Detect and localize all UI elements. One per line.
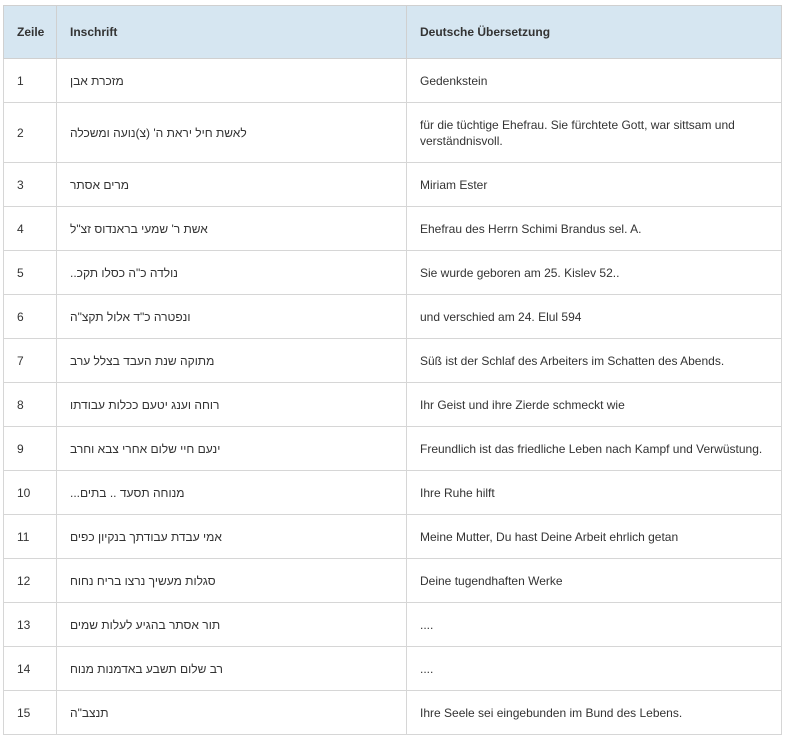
table-row — [4, 383, 782, 427]
cell-zeile: 1 — [4, 59, 57, 103]
cell-uebersetzung: .... — [407, 647, 782, 691]
cell-uebersetzung: Freundlich ist das friedliche Leben nach Kampf und Verwüstung. — [407, 427, 782, 471]
table-row — [4, 515, 782, 559]
table-row — [4, 103, 782, 163]
cell-zeile: 3 — [4, 163, 57, 207]
inschrift-text: ינעם חיי שלום אחרי צבא וחרב — [70, 441, 221, 456]
cell-uebersetzung: Miriam Ester — [407, 163, 782, 207]
inschrift-text: נולדה כ"ה כסלו תקכ.. — [70, 265, 178, 280]
cell-uebersetzung: Sie wurde geboren am 25. Kislev 52.. — [407, 251, 782, 295]
cell-zeile: 2 — [4, 103, 57, 163]
table-body — [4, 59, 782, 735]
inschrift-text: תנצב"ה — [70, 705, 109, 720]
inschrift-text: מנוחה תסעד .. בתים... — [70, 485, 185, 500]
table-row — [4, 471, 782, 515]
cell-uebersetzung: Ehefrau des Herrn Schimi Brandus sel. A. — [407, 207, 782, 251]
cell-inschrift — [57, 207, 407, 251]
cell-inschrift — [57, 163, 407, 207]
cell-uebersetzung: für die tüchtige Ehefrau. Sie fürchtete Gott, war sittsam und verständnisvoll. — [407, 103, 782, 163]
table-row — [4, 163, 782, 207]
column-header-inschrift: Inschrift — [57, 6, 407, 59]
cell-zeile: 12 — [4, 559, 57, 603]
cell-uebersetzung: Ihr Geist und ihre Zierde schmeckt wie — [407, 383, 782, 427]
table-row — [4, 427, 782, 471]
cell-uebersetzung: Meine Mutter, Du hast Deine Arbeit ehrlich getan — [407, 515, 782, 559]
cell-zeile: 9 — [4, 427, 57, 471]
cell-uebersetzung: Ihre Ruhe hilft — [407, 471, 782, 515]
inschrift-text: מזכרת אבן — [70, 73, 124, 88]
table-header — [4, 6, 782, 59]
inschrift-text: תור אסתר בהגיע לעלות שמים — [70, 617, 221, 632]
cell-inschrift — [57, 59, 407, 103]
cell-inschrift — [57, 647, 407, 691]
cell-zeile: 6 — [4, 295, 57, 339]
table-row — [4, 59, 782, 103]
column-header-zeile: Zeile — [4, 6, 57, 59]
cell-inschrift — [57, 427, 407, 471]
table-row — [4, 339, 782, 383]
cell-uebersetzung: Deine tugendhaften Werke — [407, 559, 782, 603]
cell-zeile: 8 — [4, 383, 57, 427]
cell-zeile: 5 — [4, 251, 57, 295]
table-row — [4, 295, 782, 339]
cell-zeile: 14 — [4, 647, 57, 691]
table-row — [4, 207, 782, 251]
cell-inschrift — [57, 691, 407, 735]
table-row — [4, 691, 782, 735]
inschrift-text: לאשת חיל יראת ה' (צ)נועה ומשכלה — [70, 125, 247, 140]
cell-zeile: 15 — [4, 691, 57, 735]
table-row — [4, 603, 782, 647]
inschrift-text: רב שלום תשבע באדמנות מנוח — [70, 661, 223, 676]
inscription-table-container — [3, 5, 781, 735]
cell-uebersetzung: Süß ist der Schlaf des Arbeiters im Schatten des Abends. — [407, 339, 782, 383]
inscription-table — [3, 5, 782, 735]
cell-zeile: 7 — [4, 339, 57, 383]
cell-zeile: 13 — [4, 603, 57, 647]
cell-uebersetzung: Gedenkstein — [407, 59, 782, 103]
cell-inschrift — [57, 383, 407, 427]
cell-zeile: 10 — [4, 471, 57, 515]
cell-inschrift — [57, 471, 407, 515]
cell-zeile: 11 — [4, 515, 57, 559]
header-row — [4, 6, 782, 59]
inschrift-text: מתוקה שנת העבד בצלל ערב — [70, 353, 215, 368]
inschrift-text: אמי עבדת עבודתך בנקיון כפים — [70, 529, 222, 544]
column-header-uebersetzung: Deutsche Übersetzung — [407, 6, 782, 59]
inschrift-text: רוחה וענג יטעם ככלות עבודתו — [70, 397, 220, 412]
inschrift-text: מרים אסתר — [70, 177, 129, 192]
table-row — [4, 647, 782, 691]
cell-inschrift — [57, 295, 407, 339]
inschrift-text: סגלות מעשיך נרצו בריח נחוח — [70, 573, 216, 588]
inschrift-text: אשת ר' שמעי בראנדוס זצ"ל — [70, 221, 208, 236]
cell-uebersetzung: und verschied am 24. Elul 594 — [407, 295, 782, 339]
cell-inschrift — [57, 559, 407, 603]
cell-inschrift — [57, 339, 407, 383]
cell-inschrift — [57, 603, 407, 647]
cell-uebersetzung: .... — [407, 603, 782, 647]
cell-inschrift — [57, 251, 407, 295]
inschrift-text: ונפטרה כ"ד אלול תקצ"ה — [70, 309, 191, 324]
cell-inschrift — [57, 103, 407, 163]
table-row — [4, 559, 782, 603]
cell-inschrift — [57, 515, 407, 559]
table-row — [4, 251, 782, 295]
cell-zeile: 4 — [4, 207, 57, 251]
cell-uebersetzung: Ihre Seele sei eingebunden im Bund des Lebens. — [407, 691, 782, 735]
